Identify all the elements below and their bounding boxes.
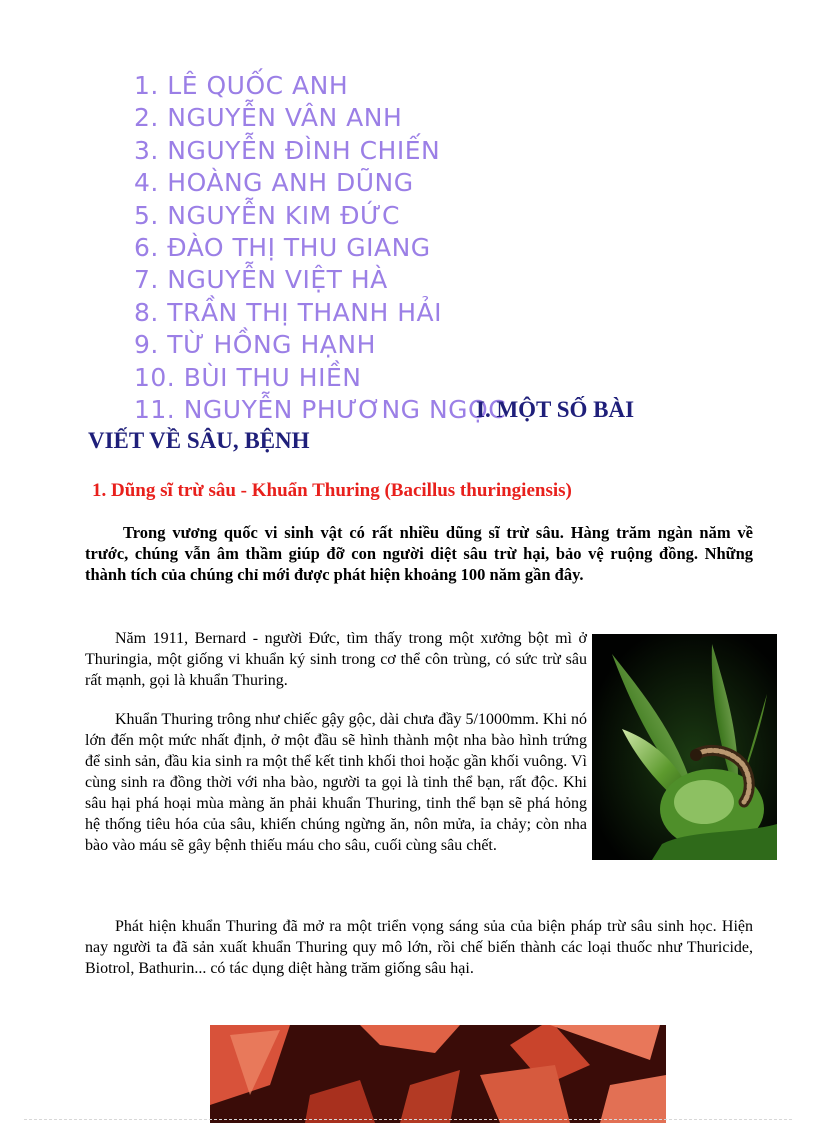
paragraph-discovery: Năm 1911, Bernard - người Đức, tìm thấy trong một xưởng bột mì ở Thuringia, một giống vi khuẩn ký sinh trong cơ thể côn trùng, có sức trừ sâu rất mạnh, gọi là khuẩn Thuring. (85, 630, 587, 689)
paragraph-description: Khuẩn Thuring trông như chiếc gậy gộc, dài chưa đầy 5/1000mm. Khi nó lớn đến một mức nhất định, ở một đầu sẽ hình thành một nha bào hình trứng để sinh sản, đầu kia sinh ra một thể kết tinh khối thoi hoặc gần khối vuông. Vì cùng sinh ra đồng thời với nha bào, người ta gọi là tinh thể bạn, rất độc. Khi sâu hại phá hoại mùa màng ăn phải khuẩn Thuring, tinh thể bạn sẽ phá hỏng hệ thống tiêu hóa của sâu, khiến chúng ngừng ăn, nôn mửa, ỉa chảy; còn nha bào vào máu sẽ gây bệnh thiếu máu cho sâu, cuối cùng sâu chết. (85, 711, 587, 854)
bacteria-micrograph (210, 1025, 666, 1123)
member-item: 6. ĐÀO THỊ THU GIANG (134, 233, 431, 263)
member-item: 2. NGUYỄN VÂN ANH (134, 103, 403, 133)
member-item: 11. NGUYỄN PHƯƠNG NGỌC (134, 395, 507, 425)
member-item: 4. HOÀNG ANH DŨNG (134, 168, 414, 198)
member-item: 5. NGUYỄN KIM ĐỨC (134, 200, 400, 230)
member-item: 9. TỪ HỒNG HẠNH (134, 330, 376, 360)
article-heading: 1. Dũng sĩ trừ sâu - Khuẩn Thuring (Bacillus thuringiensis) (92, 480, 572, 501)
member-item: 8. TRẦN THỊ THANH HẢI (134, 297, 442, 327)
member-item: 7. NGUYỄN VIỆT HÀ (134, 265, 388, 295)
intro-paragraph: Trong vương quốc vi sinh vật có rất nhiều dũng sĩ trừ sâu. Hàng trăm ngàn năm về trước, chúng vẫn âm thầm giúp đỡ con người diệt sâu trừ hại, bảo vệ ruộng đồng. Những thành tích của chúng chỉ mới được phát hiện khoảng 100 năm gần đây. (85, 523, 753, 584)
paragraph-application: Phát hiện khuẩn Thuring đã mở ra một triển vọng sáng sủa của biện pháp trừ sâu sinh học. Hiện nay người ta đã sản xuất khuẩn Thuring quy mô lớn, rồi chế biến thành các loại thuốc như Thuricide, Biotrol, Bathurin... có tác dụng diệt hàng trăm giống sâu hại. (85, 918, 753, 977)
page-footer-divider (24, 1119, 792, 1120)
member-item: 1. LÊ QUỐC ANH (134, 71, 349, 100)
caterpillar-photo (592, 634, 777, 860)
section-title-line1: I. MỘT SỐ BÀI (476, 397, 635, 422)
member-list (134, 70, 506, 426)
member-item: 3. NGUYỄN ĐÌNH CHIẾN (134, 135, 441, 165)
member-item: 10. BÙI THU HIỀN (134, 362, 362, 392)
section-title (88, 395, 688, 465)
section-title-line2: VIẾT VỀ SÂU, BỆNH (88, 428, 310, 453)
